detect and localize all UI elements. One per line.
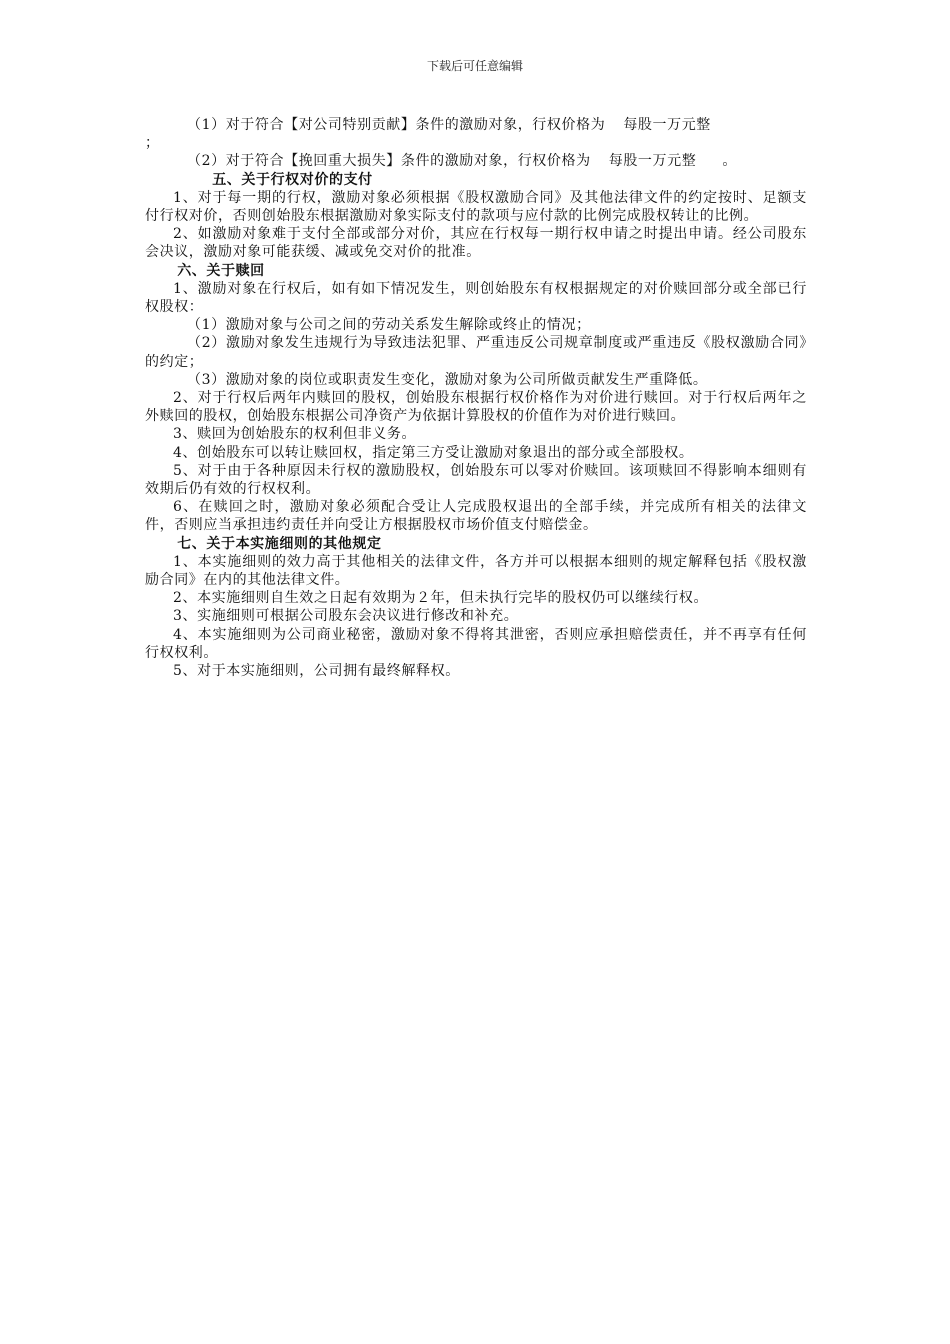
paragraph-6-2: 2、对于行权后两年内赎回的股权，创始股东根据行权价格作为对价进行赎回。对于行权后两年之外赎回的股权，创始股东根据公司净资产为依据计算股权的价值作为对价进行赎回。 xyxy=(145,390,807,425)
clause-price-1-end: ； xyxy=(145,135,160,152)
paragraph-6-1-a: （1）激励对象与公司之间的劳动关系发生解除或终止的情况； xyxy=(187,317,591,334)
clause-price-2-text: （2）对于符合【挽回重大损失】条件的激励对象，行权价格为 xyxy=(187,153,591,170)
paragraph-7-3: 3、实施细则可根据公司股东会决议进行修改和补充。 xyxy=(173,608,519,625)
paragraph-6-3: 3、赎回为创始股东的权利但非义务。 xyxy=(173,426,417,443)
clause-price-1 xyxy=(145,116,807,134)
paragraph-6-1-c: （3）激励对象的岗位或职责发生变化，激励对象为公司所做贡献发生严重降低。 xyxy=(187,371,708,388)
section-heading-6: 六、关于赎回 xyxy=(177,262,265,279)
paragraph-6-6: 6、在赎回之时，激励对象必须配合受让人完成股权退出的全部手续，并完成所有相关的法律文件，否则应当承担违约责任并向受让方根据股权市场价值支付赔偿金。 xyxy=(145,499,807,534)
clause-price-1-value: 每股一万元整 xyxy=(623,117,711,133)
clause-price-2-end: 。 xyxy=(722,153,737,170)
clause-price-2-value: 每股一万元整 xyxy=(608,153,697,170)
paragraph-5-2: 2、如激励对象难于支付全部或部分对价，其应在行权每一期行权申请之时提出申请。经公司股东会决议，激励对象可能获缓、减或免交对价的批准。 xyxy=(145,226,807,261)
paragraph-5-1: 1、对于每一期的行权，激励对象必须根据《股权激励合同》及其他法律文件的约定按时、足额支付行权对价，否则创始股东根据激励对象实际支付的款项与应付款的比例完成股权转让的比例。 xyxy=(145,189,807,225)
paragraph-6-4: 4、创始股东可以转让赎回权，指定第三方受让激励对象退出的部分或全部股权。 xyxy=(173,444,694,461)
paragraph-7-1: 1、本实施细则的效力高于其他相关的法律文件，各方并可以根据本细则的规定解释包括《股权激励合同》在内的其他法律文件。 xyxy=(145,553,807,589)
paragraph-6-1-b: （2）激励对象发生违规行为导致违法犯罪、严重违反公司规章制度或严重违反《股权激励合同》的约定； xyxy=(145,335,807,370)
page-header: 下载后可任意编辑 xyxy=(426,59,523,73)
paragraph-6-5: 5、对于由于各种原因未行权的激励股权，创始股东可以零对价赎回。该项赎回不得影响本细则有效期后仍有效的行权权利。 xyxy=(145,462,807,498)
section-heading-5: 五、关于行权对价的支付 xyxy=(212,171,373,188)
paragraph-7-5: 5、对于本实施细则，公司拥有最终解释权。 xyxy=(173,663,460,680)
document-body xyxy=(145,116,807,680)
paragraph-7-4: 4、本实施细则为公司商业秘密，激励对象不得将其泄密，否则应承担赔偿责任，并不再享有任何行权权利。 xyxy=(145,626,807,661)
clause-price-1-text: （1）对于符合【对公司特别贡献】条件的激励对象，行权价格为 xyxy=(187,117,606,133)
section-heading-7: 七、关于本实施细则的其他规定 xyxy=(177,535,382,552)
clause-price-2 xyxy=(145,152,807,170)
paragraph-7-2: 2、本实施细则自生效之日起有效期为２年，但未执行完毕的股权仍可以继续行权。 xyxy=(173,590,709,607)
paragraph-6-1: 1、激励对象在行权后，如有如下情况发生，则创始股东有权根据规定的对价赎回部分或全部已行权股权： xyxy=(145,280,807,316)
